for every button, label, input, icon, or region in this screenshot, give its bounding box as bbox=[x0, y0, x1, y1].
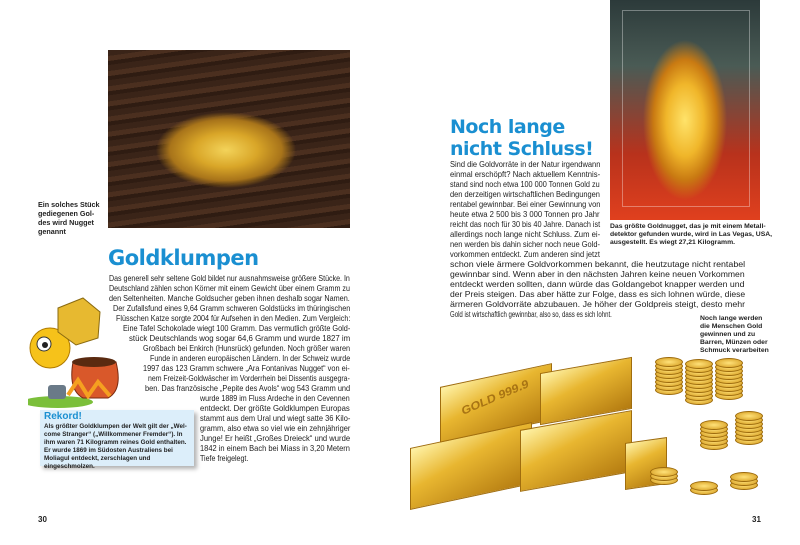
body-line: heute etwa 2 500 bis 3 000 Tonnen pro Jahr bbox=[450, 209, 600, 219]
caption-line: genannt bbox=[38, 227, 66, 236]
heading-line: Noch lange bbox=[450, 116, 565, 138]
gold-coin bbox=[655, 357, 683, 367]
body-line: entdeckt werden sollten, dann würde das Goldangebot knapper werden und bbox=[450, 279, 745, 289]
body-line: den derzeitigen wirtschaftlichen Bedingungen bbox=[450, 189, 600, 199]
gold-bar bbox=[410, 422, 532, 510]
caption-line: Das größte Goldnugget, das je mit einem Metall- bbox=[610, 223, 766, 230]
rekord-box bbox=[40, 410, 194, 470]
body-line: 1842 in einem Bach bei Miass in 3,20 Metern bbox=[200, 443, 350, 453]
body-line: Flüsschen Katze sorgte 2004 für Aufsehen in den Medien. Zum Vergleich: bbox=[116, 313, 351, 323]
body-line: Deutschland zählen schon Körner mit einem Gewicht über einem Gramm zu bbox=[109, 283, 350, 293]
body-line: schon viele ärmere Goldvorkommen bekannt, die heutzutage nicht rentabel bbox=[450, 259, 746, 269]
body-line: Tiefe freigelegt. bbox=[200, 453, 249, 463]
body-line: ärmeren Goldvorräte abzubauen. Je höher der Goldpreis steigt, desto mehr bbox=[450, 299, 746, 309]
body-line: nem Freizeit-Goldwäscher im Vorderrhein bei Dissentis ausgegra- bbox=[148, 373, 350, 383]
page-number-right: 31 bbox=[752, 515, 761, 524]
gold-coin bbox=[685, 359, 713, 369]
gold-coin bbox=[700, 420, 728, 430]
body-line: ben. Das französische „Pepite des Avols“ wog 543 Gramm und bbox=[145, 383, 351, 393]
heading-goldklumpen: Goldklumpen bbox=[108, 246, 259, 270]
gold-nugget-photo bbox=[108, 50, 350, 228]
body-line: entdeckt. Der größte Goldklumpen Europas bbox=[200, 403, 350, 413]
nugget-caption bbox=[38, 200, 100, 236]
caption-line: ausgestellt. Es wiegt 27,21 Kilogramm. bbox=[610, 239, 736, 246]
body-line: Funde in anderen europäischen Ländern. In der Schweiz wurde bbox=[150, 353, 351, 363]
mascot-illustration bbox=[28, 290, 123, 410]
caption-line: Barren, Münzen oder bbox=[700, 339, 768, 346]
gold-coin bbox=[735, 411, 763, 421]
body-line: wurde 1889 im Fluss Ardeche in den Cevennen bbox=[200, 393, 350, 403]
caption-line: detektor gefunden wurde, wird in Las Vegas, USA, bbox=[610, 231, 773, 238]
body-line: rentabel gewinnbar. Bei einer Gewinnung von bbox=[450, 199, 601, 209]
bar-stamp: GOLD 999.9 bbox=[460, 376, 530, 418]
body-line: 1997 das 123 Gramm schwere „Ara Fontanivas Nugget“ von ei- bbox=[143, 363, 350, 373]
body-line: der Preis steigen. Das aber hätte zur Folge, dass es sich lohnen würde, diese bbox=[450, 289, 746, 299]
case-caption bbox=[610, 223, 772, 247]
body-line: Gold ist wirtschaftlich gewinnbar, also so, dass es sich lohnt. bbox=[450, 309, 612, 319]
body-line: nen werden bis dahin sicher noch neue Gold- bbox=[450, 239, 600, 249]
rekord-text: Als größter Goldklumpen der Welt gilt der „Wel-come Stranger“ („Willkommener Fremder“). In ihm waren 71 Kilogramm reines Gold enthalten. Er wurde 1869 im Südosten Australiens bei Moliagul entdeckt, zerschlagen und eingeschmolzen. bbox=[44, 423, 187, 470]
body-line: stammt aus dem Ural und wiegt satte 36 Kilo- bbox=[200, 413, 351, 423]
body-line: Junge! Er heißt „Großes Dreieck“ und wurde bbox=[200, 433, 351, 443]
body-line: gewinnbar sind. Wenn aber in den nächsten Jahren keine neuen Vorkommen bbox=[450, 269, 745, 279]
caption-line: Noch lange werden bbox=[700, 315, 763, 322]
body-line: gramm, also etwa so viel wie ein zehnjähriger bbox=[200, 423, 351, 433]
body-line: stück Deutschlands wog sogar 64,6 Gramm und wurde 1827 im bbox=[129, 333, 351, 343]
body-line: vorkommen entdeckt. Zum anderen sind jetzt bbox=[450, 249, 600, 259]
body-line: Großbach bei Enkirch (Hunsrück) gefunden. Noch größer waren bbox=[143, 343, 351, 353]
caption-line: Ein solches Stück bbox=[38, 200, 100, 209]
gold-coin bbox=[690, 481, 718, 491]
gold-coin bbox=[650, 467, 678, 477]
heading-line: nicht Schluss! bbox=[450, 138, 594, 160]
glass-case bbox=[622, 10, 750, 207]
caption-line: die Menschen Gold bbox=[700, 323, 763, 330]
body-line: stand sind noch etwa 100 000 Tonnen Gold zu bbox=[450, 179, 600, 189]
body-line: Das generell sehr seltene Gold bildet nur ausnahmsweise größere Stücke. In bbox=[109, 273, 350, 283]
body-line: Der Zufallsfund eines 9,64 Gramm schweren Goldstücks im thüringischen bbox=[113, 303, 351, 313]
rekord-title: Rekord! bbox=[44, 411, 82, 422]
gold-bars-and-coins-image bbox=[400, 345, 770, 525]
caption-line: gediegenen Gol- bbox=[38, 209, 95, 218]
body-line: reicht das noch für 30 bis 40 Jahre. Danach ist bbox=[450, 219, 601, 229]
gold-coin bbox=[715, 358, 743, 368]
gold-coin bbox=[730, 472, 758, 482]
page-number-left: 30 bbox=[38, 515, 47, 524]
body-line: allerdings noch lange nicht Schluss. Zum ei- bbox=[450, 229, 601, 239]
body-line: den Seltenheiten. Manche Goldsucher geben ihnen deshalb sogar Namen. bbox=[109, 293, 350, 303]
caption-line: des wird Nugget bbox=[38, 218, 94, 227]
caption-line: gewinnen und zu bbox=[700, 331, 756, 338]
body-line: Eine Tafel Schokolade wiegt 100 Gramm. Das vermutlich größte Gold- bbox=[123, 323, 351, 333]
body-line: Sind die Goldvorräte in der Natur irgendwann bbox=[450, 159, 601, 169]
body-line: einmal erschöpft? Nach aktuellem Kenntnis- bbox=[450, 169, 601, 179]
heading-noch-lange bbox=[450, 116, 593, 160]
caption-line: Schmuck verarbeiten bbox=[700, 347, 769, 354]
